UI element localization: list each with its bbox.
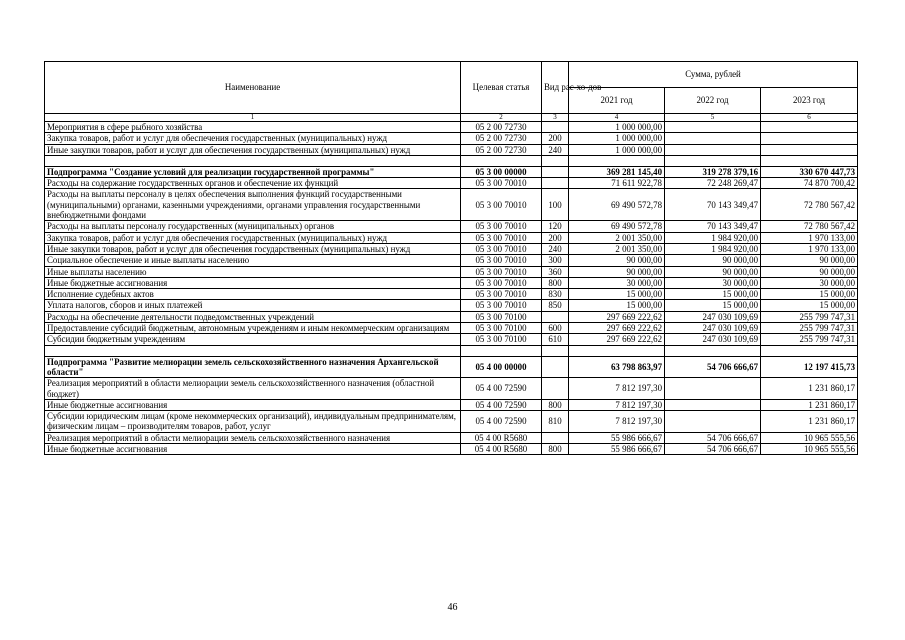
table-row [45,133,858,144]
row-expense-type: 850 [542,300,569,311]
table-row [45,334,858,345]
row-expense-type [542,356,569,378]
row-target-code: 05 2 00 72730 [461,144,542,155]
row-sum-2022: 72 248 269,47 [665,178,761,189]
row-sum-2022: 15 000,00 [665,289,761,300]
row-expense-type: 200 [542,232,569,243]
row-sum-2022 [665,144,761,155]
row-sum-2022: 1 984 920,00 [665,243,761,254]
table-row [45,289,858,300]
column-number: 4 [569,114,665,122]
row-name: Предоставление субсидий бюджетным, автономным учреждениям и иным некоммерческим организациям [45,323,461,334]
row-expense-type [542,166,569,177]
table-row [45,232,858,243]
row-sum-2023: 90 000,00 [761,255,858,266]
row-sum-2023: 330 670 447,73 [761,166,858,177]
row-target-code: 05 4 00 72590 [461,411,542,433]
row-expense-type [542,311,569,322]
row-expense-type: 240 [542,243,569,254]
table-row [45,378,858,400]
row-target-code: 05 4 00 72590 [461,378,542,400]
row-sum-2023: 12 197 415,73 [761,356,858,378]
row-target-code: 05 3 00 70010 [461,243,542,254]
empty-cell [45,345,461,356]
row-target-code: 05 3 00 70010 [461,277,542,288]
spacer-row [45,345,858,356]
header-sum: Сумма, рублей [569,62,858,88]
table-body [45,122,858,455]
row-name: Субсидии бюджетным учреждениям [45,334,461,345]
row-sum-2022: 319 278 379,16 [665,166,761,177]
column-number: 2 [461,114,542,122]
row-sum-2023: 255 799 747,31 [761,323,858,334]
row-sum-2021: 297 669 222,62 [569,323,665,334]
row-sum-2023: 10 965 555,56 [761,432,858,443]
row-name: Исполнение судебных актов [45,289,461,300]
row-sum-2021: 7 812 197,30 [569,399,665,410]
header-code: Целевая статья [461,62,542,114]
row-sum-2023: 74 870 700,42 [761,178,858,189]
row-sum-2021: 69 490 572,78 [569,221,665,232]
row-name: Закупка товаров, работ и услуг для обеспечения государственных (муниципальных) нужд [45,133,461,144]
row-sum-2022 [665,122,761,133]
row-target-code: 05 4 00 00000 [461,356,542,378]
row-sum-2021: 2 001 350,00 [569,243,665,254]
row-sum-2021: 90 000,00 [569,266,665,277]
row-name: Иные бюджетные ассигнования [45,444,461,455]
row-expense-type: 240 [542,144,569,155]
empty-cell [761,345,858,356]
row-sum-2022: 247 030 109,69 [665,334,761,345]
row-sum-2023: 1 231 860,17 [761,378,858,400]
row-sum-2022: 70 143 349,47 [665,221,761,232]
row-expense-type: 300 [542,255,569,266]
table-row [45,255,858,266]
row-sum-2022: 54 706 666,67 [665,432,761,443]
empty-cell [665,155,761,166]
empty-cell [461,155,542,166]
header-2021: 2021 год [569,88,665,114]
row-expense-type: 120 [542,221,569,232]
row-expense-type [542,432,569,443]
row-name: Иные выплаты населению [45,266,461,277]
row-sum-2021: 297 669 222,62 [569,334,665,345]
row-expense-type: 600 [542,323,569,334]
row-sum-2021: 71 611 922,78 [569,178,665,189]
row-target-code: 05 2 00 72730 [461,133,542,144]
row-name: Иные бюджетные ассигнования [45,277,461,288]
row-expense-type: 610 [542,334,569,345]
row-sum-2021: 15 000,00 [569,289,665,300]
row-target-code: 05 4 00 72590 [461,399,542,410]
header-type: Вид рас-хо-дов [542,62,569,114]
row-expense-type [542,178,569,189]
row-sum-2023: 30 000,00 [761,277,858,288]
row-expense-type: 200 [542,133,569,144]
row-name: Уплата налогов, сборов и иных платежей [45,300,461,311]
row-sum-2021: 1 000 000,00 [569,122,665,133]
row-name: Иные бюджетные ассигнования [45,399,461,410]
row-expense-type: 810 [542,411,569,433]
row-sum-2022: 247 030 109,69 [665,323,761,334]
row-target-code: 05 3 00 00000 [461,166,542,177]
table-row [45,444,858,455]
row-sum-2022 [665,399,761,410]
row-name: Иные закупки товаров, работ и услуг для обеспечения государственных (муниципальных) нужд [45,243,461,254]
row-sum-2022: 90 000,00 [665,255,761,266]
table-row [45,411,858,433]
row-sum-2022 [665,378,761,400]
page-number: 46 [447,602,458,613]
row-sum-2023: 255 799 747,31 [761,311,858,322]
row-sum-2021: 30 000,00 [569,277,665,288]
row-name: Социальное обеспечение и иные выплаты населению [45,255,461,266]
row-sum-2021: 55 986 666,67 [569,432,665,443]
row-sum-2023: 15 000,00 [761,289,858,300]
table-row [45,178,858,189]
row-sum-2021: 63 798 863,97 [569,356,665,378]
row-sum-2021: 69 490 572,78 [569,189,665,221]
table-row [45,311,858,322]
row-sum-2023: 10 965 555,56 [761,444,858,455]
empty-cell [761,155,858,166]
header-name: Наименование [45,62,461,114]
empty-cell [569,345,665,356]
row-target-code: 05 3 00 70100 [461,311,542,322]
row-sum-2022: 54 706 666,67 [665,444,761,455]
row-expense-type: 800 [542,399,569,410]
row-sum-2021: 297 669 222,62 [569,311,665,322]
table-row [45,189,858,221]
row-target-code: 05 3 00 70010 [461,221,542,232]
table-row [45,356,858,378]
row-target-code: 05 4 00 R5680 [461,432,542,443]
table-row [45,243,858,254]
column-number: 1 [45,114,461,122]
empty-cell [461,345,542,356]
row-sum-2022 [665,133,761,144]
table-row [45,277,858,288]
row-expense-type: 800 [542,277,569,288]
row-expense-type: 830 [542,289,569,300]
row-target-code: 05 3 00 70100 [461,334,542,345]
row-expense-type: 360 [542,266,569,277]
row-name: Субсидии юридическим лицам (кроме некоммерческих организаций), индивидуальным предпринимателям, физическим лицам – производителям товаров, работ, услуг [45,411,461,433]
row-name: Расходы на выплаты персоналу в целях обеспечения выполнения функций государственными (муниципальными) органами, казенными учреждениями, органами управления государственными внебюджетными фондами [45,189,461,221]
row-expense-type: 800 [542,444,569,455]
row-name: Реализация мероприятий в области мелиорации земель сельскохозяйственного назначения [45,432,461,443]
row-sum-2021: 1 000 000,00 [569,144,665,155]
row-sum-2021: 7 812 197,30 [569,411,665,433]
empty-cell [542,345,569,356]
row-target-code: 05 3 00 70010 [461,255,542,266]
row-target-code: 05 2 00 72730 [461,122,542,133]
row-name: Закупка товаров, работ и услуг для обеспечения государственных (муниципальных) нужд [45,232,461,243]
empty-cell [665,345,761,356]
row-target-code: 05 3 00 70010 [461,266,542,277]
table-row [45,300,858,311]
row-sum-2021: 1 000 000,00 [569,133,665,144]
table-row [45,432,858,443]
row-target-code: 05 3 00 70010 [461,300,542,311]
table-row [45,399,858,410]
row-sum-2022: 30 000,00 [665,277,761,288]
row-name: Мероприятия в сфере рыбного хозяйства [45,122,461,133]
column-number: 5 [665,114,761,122]
row-name: Иные закупки товаров, работ и услуг для обеспечения государственных (муниципальных) нужд [45,144,461,155]
table-row [45,122,858,133]
row-name: Подпрограмма "Создание условий для реализации государственной программы" [45,166,461,177]
table-row [45,221,858,232]
row-name: Реализация мероприятий в области мелиорации земель сельскохозяйственного назначения (областной бюджет) [45,378,461,400]
row-sum-2023: 72 780 567,42 [761,189,858,221]
row-sum-2023: 15 000,00 [761,300,858,311]
budget-table [44,61,858,455]
row-expense-type [542,378,569,400]
row-sum-2023: 1 970 133,00 [761,232,858,243]
row-sum-2021: 7 812 197,30 [569,378,665,400]
row-target-code: 05 3 00 70100 [461,323,542,334]
header-2023: 2023 год [761,88,858,114]
row-sum-2023: 90 000,00 [761,266,858,277]
empty-cell [569,155,665,166]
row-sum-2023: 72 780 567,42 [761,221,858,232]
row-sum-2021: 55 986 666,67 [569,444,665,455]
row-expense-type [542,122,569,133]
row-sum-2021: 369 281 145,40 [569,166,665,177]
column-number: 6 [761,114,858,122]
row-sum-2022: 54 706 666,67 [665,356,761,378]
spacer-row [45,155,858,166]
row-sum-2023: 1 970 133,00 [761,243,858,254]
row-sum-2021: 2 001 350,00 [569,232,665,243]
header-2022: 2022 год [665,88,761,114]
table-row [45,266,858,277]
row-sum-2023: 255 799 747,31 [761,334,858,345]
row-sum-2023 [761,122,858,133]
row-sum-2023: 1 231 860,17 [761,411,858,433]
row-sum-2022: 247 030 109,69 [665,311,761,322]
row-name: Расходы на выплаты персоналу государственных (муниципальных) органов [45,221,461,232]
table-row [45,166,858,177]
empty-cell [542,155,569,166]
row-sum-2022: 15 000,00 [665,300,761,311]
row-sum-2023: 1 231 860,17 [761,399,858,410]
row-sum-2022: 1 984 920,00 [665,232,761,243]
column-number: 3 [542,114,569,122]
row-sum-2021: 15 000,00 [569,300,665,311]
row-sum-2021: 90 000,00 [569,255,665,266]
row-target-code: 05 3 00 70010 [461,189,542,221]
row-sum-2022 [665,411,761,433]
table-row [45,144,858,155]
row-sum-2022: 90 000,00 [665,266,761,277]
row-sum-2022: 70 143 349,47 [665,189,761,221]
row-target-code: 05 4 00 R5680 [461,444,542,455]
row-name: Подпрограмма "Развитие мелиорации земель сельскохозяйственного назначения Архангельской области" [45,356,461,378]
row-target-code: 05 3 00 70010 [461,232,542,243]
row-target-code: 05 3 00 70010 [461,178,542,189]
row-sum-2023 [761,144,858,155]
row-target-code: 05 3 00 70010 [461,289,542,300]
row-name: Расходы на содержание государственных органов и обеспечение их функций [45,178,461,189]
row-sum-2023 [761,133,858,144]
table-row [45,323,858,334]
row-expense-type: 100 [542,189,569,221]
empty-cell [45,155,461,166]
row-name: Расходы на обеспечение деятельности подведомственных учреждений [45,311,461,322]
